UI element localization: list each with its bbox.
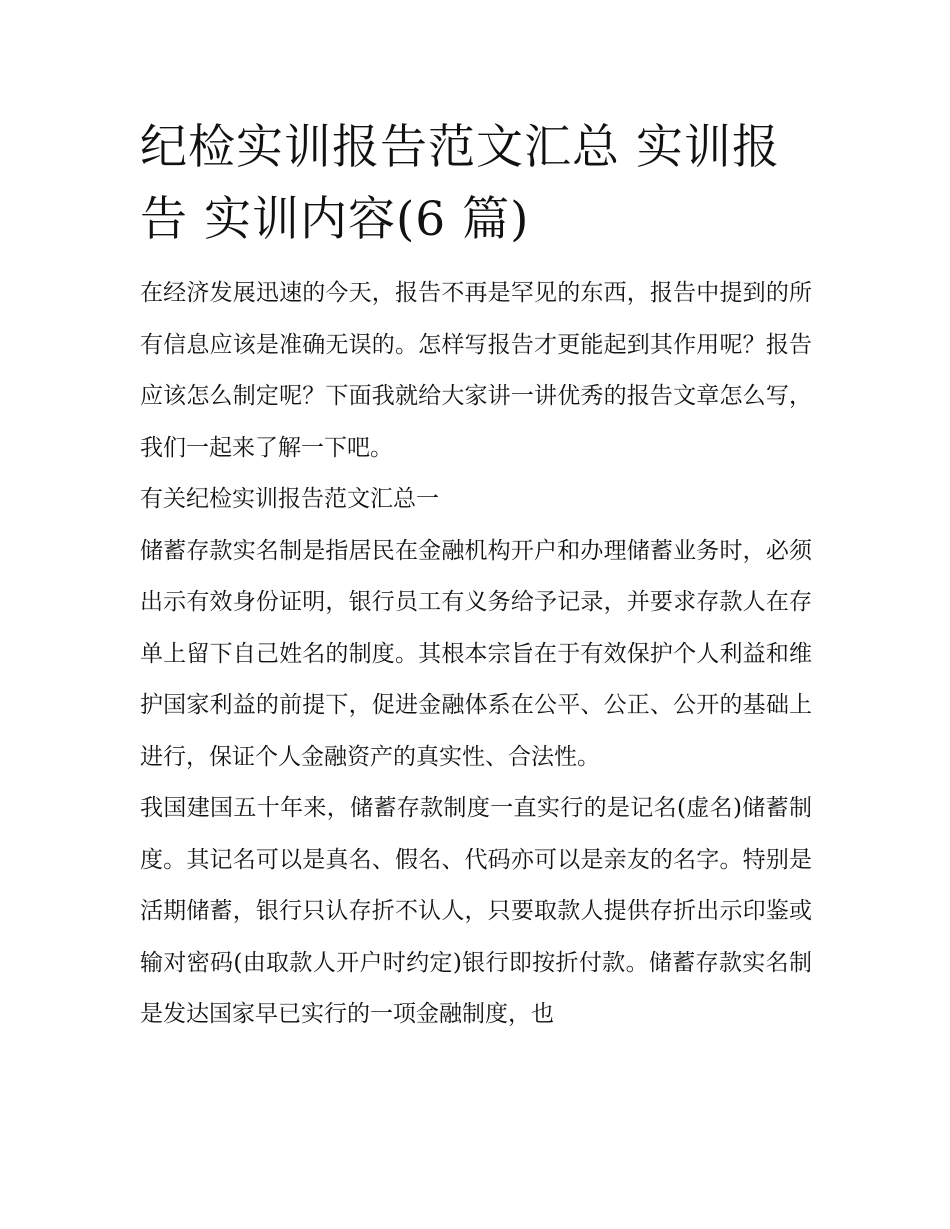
body-paragraph: 我国建国五十年来，储蓄存款制度一直实行的是记名(虚名)储蓄制度。其记名可以是真名、假名、代码亦可以是亲友的名字。特别是活期储蓄，银行只认存折不认人，只要取款人提供存折出示印鉴或输对密码(由取款人开户时约定)银行即按折付款。储蓄存款实名制是发达国家早已实行的一项金融制度，也 bbox=[140, 795, 812, 1027]
document-page bbox=[140, 112, 812, 1041]
section-heading: 有关纪检实训报告范文汇总一 bbox=[140, 486, 439, 512]
document-title: 纪检实训报告范文汇总 实训报告 实训内容(6 篇) bbox=[140, 120, 780, 247]
body-paragraph: 储蓄存款实名制是指居民在金融机构开户和办理储蓄业务时，必须出示有效身份证明，银行员工有义务给予记录，并要求存款人在存单上留下自己姓名的制度。其根本宗旨在于有效保护个人利益和维护国家利益的前提下，促进金融体系在公平、公正、公开的基础上进行，保证个人金融资产的真实性、合法性。 bbox=[140, 537, 812, 770]
document-body bbox=[140, 268, 812, 1041]
intro-paragraph: 在经济发展迅速的今天，报告不再是罕见的东西，报告中提到的所有信息应该是准确无误的。怎样写报告才更能起到其作用呢？报告应该怎么制定呢？下面我就给大家讲一讲优秀的报告文章怎么写，我们一起来了解一下吧。 bbox=[140, 280, 812, 461]
